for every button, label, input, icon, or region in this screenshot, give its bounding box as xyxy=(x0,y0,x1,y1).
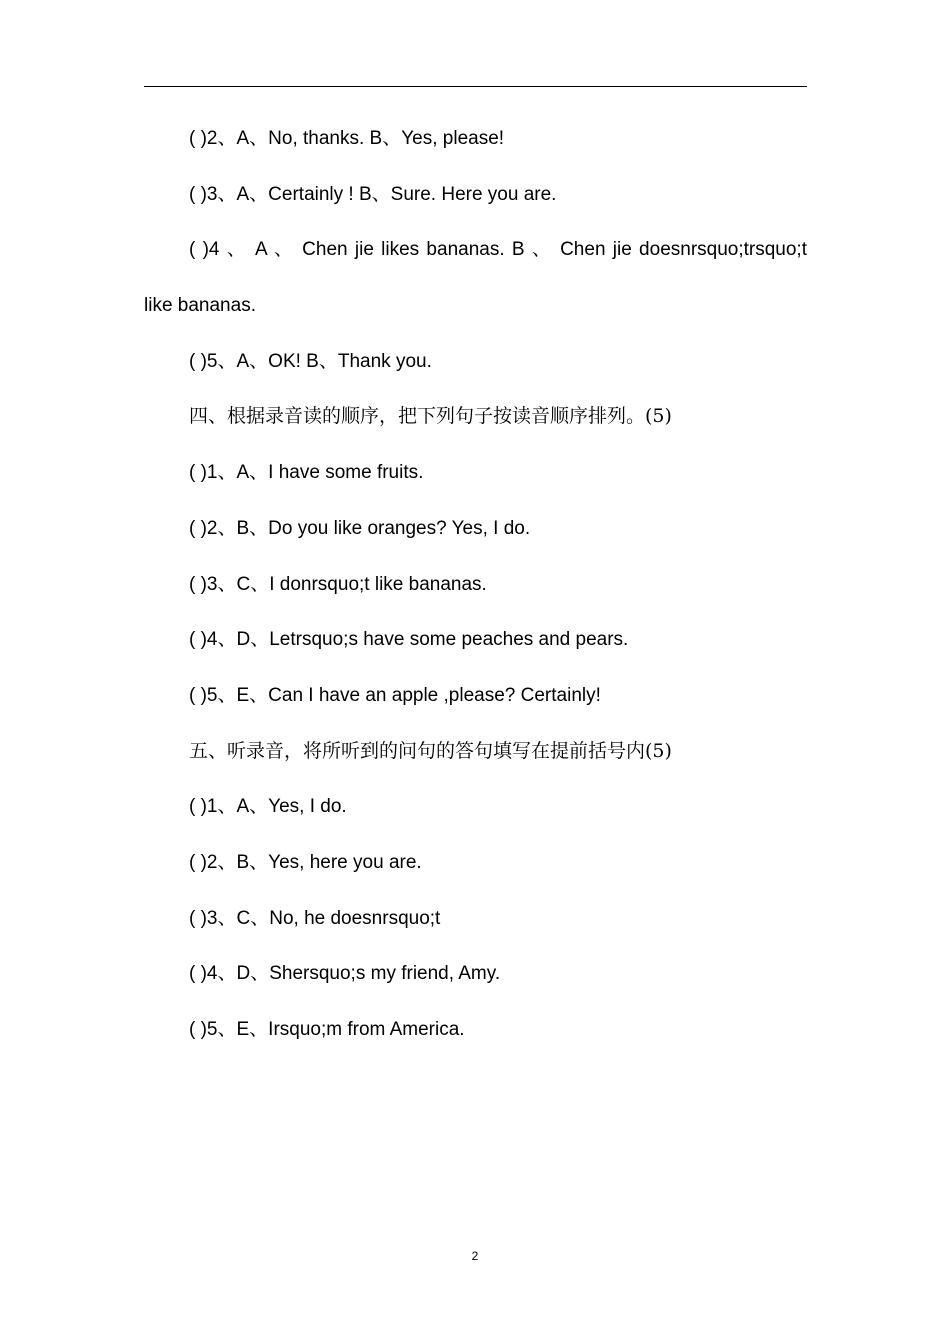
question-line: ( )1、A、Yes, I do. xyxy=(189,796,347,818)
page-number: 2 xyxy=(471,1249,479,1263)
question-line: ( )5、A、OK! B、Thank you. xyxy=(189,350,432,372)
section-heading: 五、听录音，将所听到的问句的答句填写在提前括号内(5) xyxy=(189,739,672,762)
question-line: ( )5、E、Irsquo;m from America. xyxy=(189,1019,465,1040)
question-line: ( )4、D、Letrsquo;s have some peaches and pears. xyxy=(189,629,629,651)
question-line: ( )3、C、I donrsquo;t like bananas. xyxy=(189,573,487,595)
question-line: ( )4、D、Shersquo;s my friend, Amy. xyxy=(189,963,501,985)
question-line: ( )2、B、Do you like oranges? Yes, I do. xyxy=(189,517,531,539)
document-body xyxy=(144,111,807,1058)
question-line: ( )2、B、Yes, here you are. xyxy=(189,851,422,873)
question-line: ( )5、E、Can I have an apple ,please? Certainly! xyxy=(189,684,601,706)
question-line: ( )4 、 A 、 Chen jie likes bananas. B 、 Chen jie doesnrsquo;trsquo;t xyxy=(189,239,807,261)
question-line: ( )2、A、No, thanks. B、Yes, please! xyxy=(189,128,505,149)
question-line: ( )1、A、I have some fruits. xyxy=(189,462,424,484)
question-line: ( )3、C、No, he doesnrsquo;t xyxy=(189,907,441,929)
question-line-continuation: like bananas. xyxy=(144,295,256,317)
header-rule xyxy=(144,86,807,87)
question-line: ( )3、A、Certainly ! B、Sure. Here you are. xyxy=(189,183,557,205)
section-heading: 四、根据录音读的顺序，把下列句子按读音顺序排列。(5) xyxy=(189,405,672,428)
